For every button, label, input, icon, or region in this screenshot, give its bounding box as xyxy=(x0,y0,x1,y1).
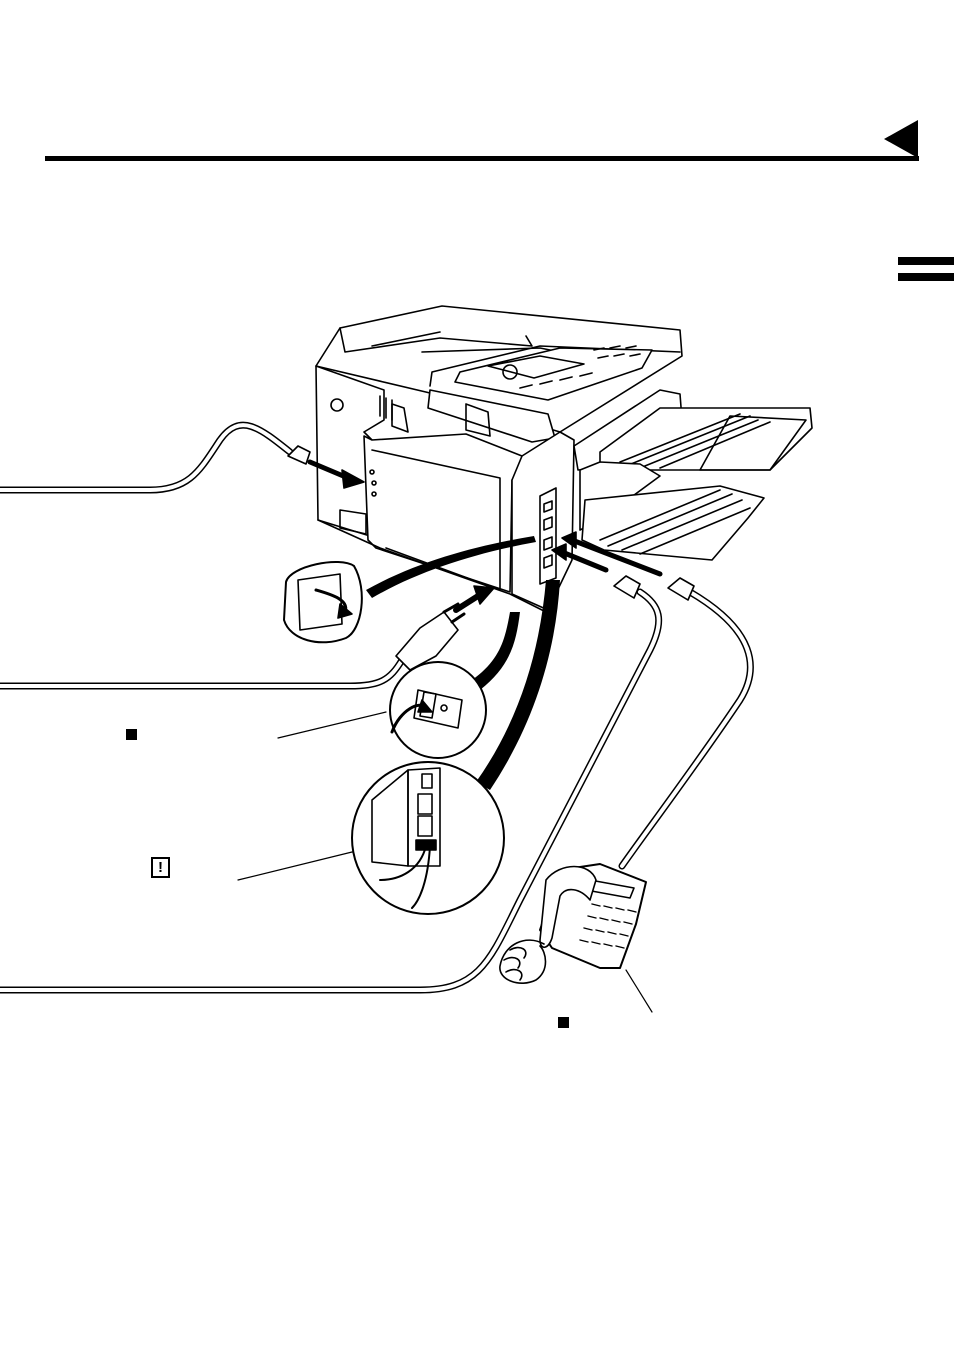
detail-power-switch xyxy=(278,662,486,758)
telephone-cords-right xyxy=(0,532,750,990)
detail-latch xyxy=(284,562,362,642)
caution-exclamation-icon: ! xyxy=(151,857,170,878)
fax-machine-drawing xyxy=(316,306,812,612)
telephone-line-cable-left xyxy=(0,425,364,490)
detail-cable-clamp xyxy=(238,762,504,914)
telephone-drawing xyxy=(500,864,652,1012)
note-square-icon xyxy=(126,729,137,740)
telephone-note-square-icon xyxy=(558,1017,569,1028)
